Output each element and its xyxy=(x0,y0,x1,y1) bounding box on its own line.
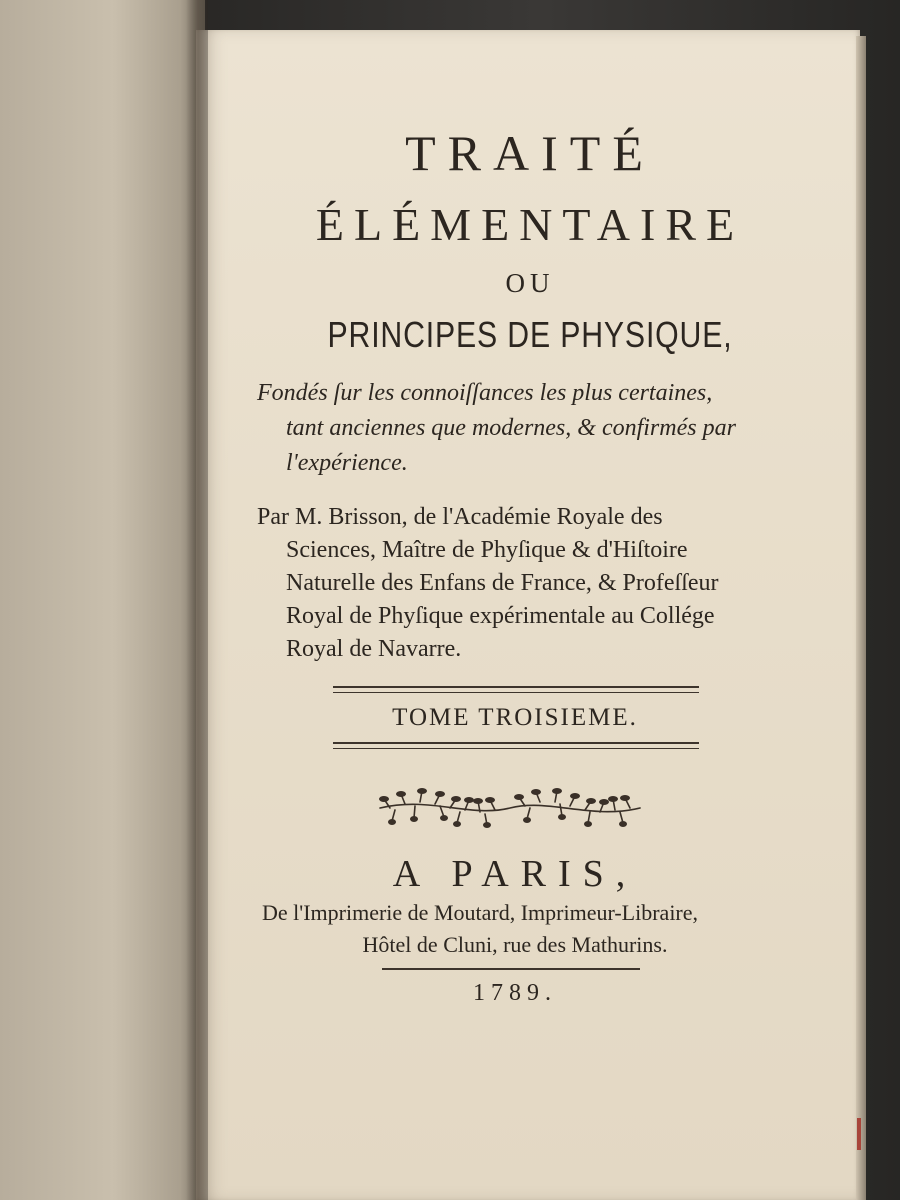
author-line-2: Sciences, Maître de Phyſique & d'Hiſtoire xyxy=(286,537,688,563)
subtitle-line-3: l'expérience. xyxy=(286,450,408,476)
title-line-3: OU xyxy=(505,268,555,298)
subtitle-line-2: tant anciennes que modernes, & confirmés par xyxy=(286,415,736,441)
lower-rule xyxy=(333,742,699,749)
publication-year: 1789. xyxy=(473,980,557,1006)
title-line-1: TRAITÉ xyxy=(405,125,655,181)
author-line-4: Royal de Phyſique expérimentale au Collége xyxy=(286,603,715,629)
volume-label: TOME TROISIEME. xyxy=(392,704,638,731)
left-page xyxy=(0,0,205,1200)
title-line-4: PRINCIPES DE PHYSIQUE, xyxy=(327,314,733,355)
title-line-2: ÉLÉMENTAIRE xyxy=(315,199,745,250)
upper-rule xyxy=(333,686,699,693)
subtitle-line-1: Fondés ſur les connoiſſances les plus certaines, xyxy=(257,380,713,406)
imprint-line-1: De l'Imprimerie de Moutard, Imprimeur-Libraire, xyxy=(262,900,699,925)
author-line-3: Naturelle des Enfans de France, & Profeſſeur xyxy=(286,570,719,596)
author-line-1: Par M. Brisson, de l'Académie Royale des xyxy=(257,504,663,530)
floral-ornament xyxy=(370,782,650,834)
imprint-line-2: Hôtel de Cluni, rue des Mathurins. xyxy=(362,932,668,957)
place-of-publication: A PARIS, xyxy=(392,853,638,895)
imprint-rule xyxy=(382,968,640,970)
red-edge-mark xyxy=(857,1118,861,1150)
author-line-5: Royal de Navarre. xyxy=(286,636,462,662)
